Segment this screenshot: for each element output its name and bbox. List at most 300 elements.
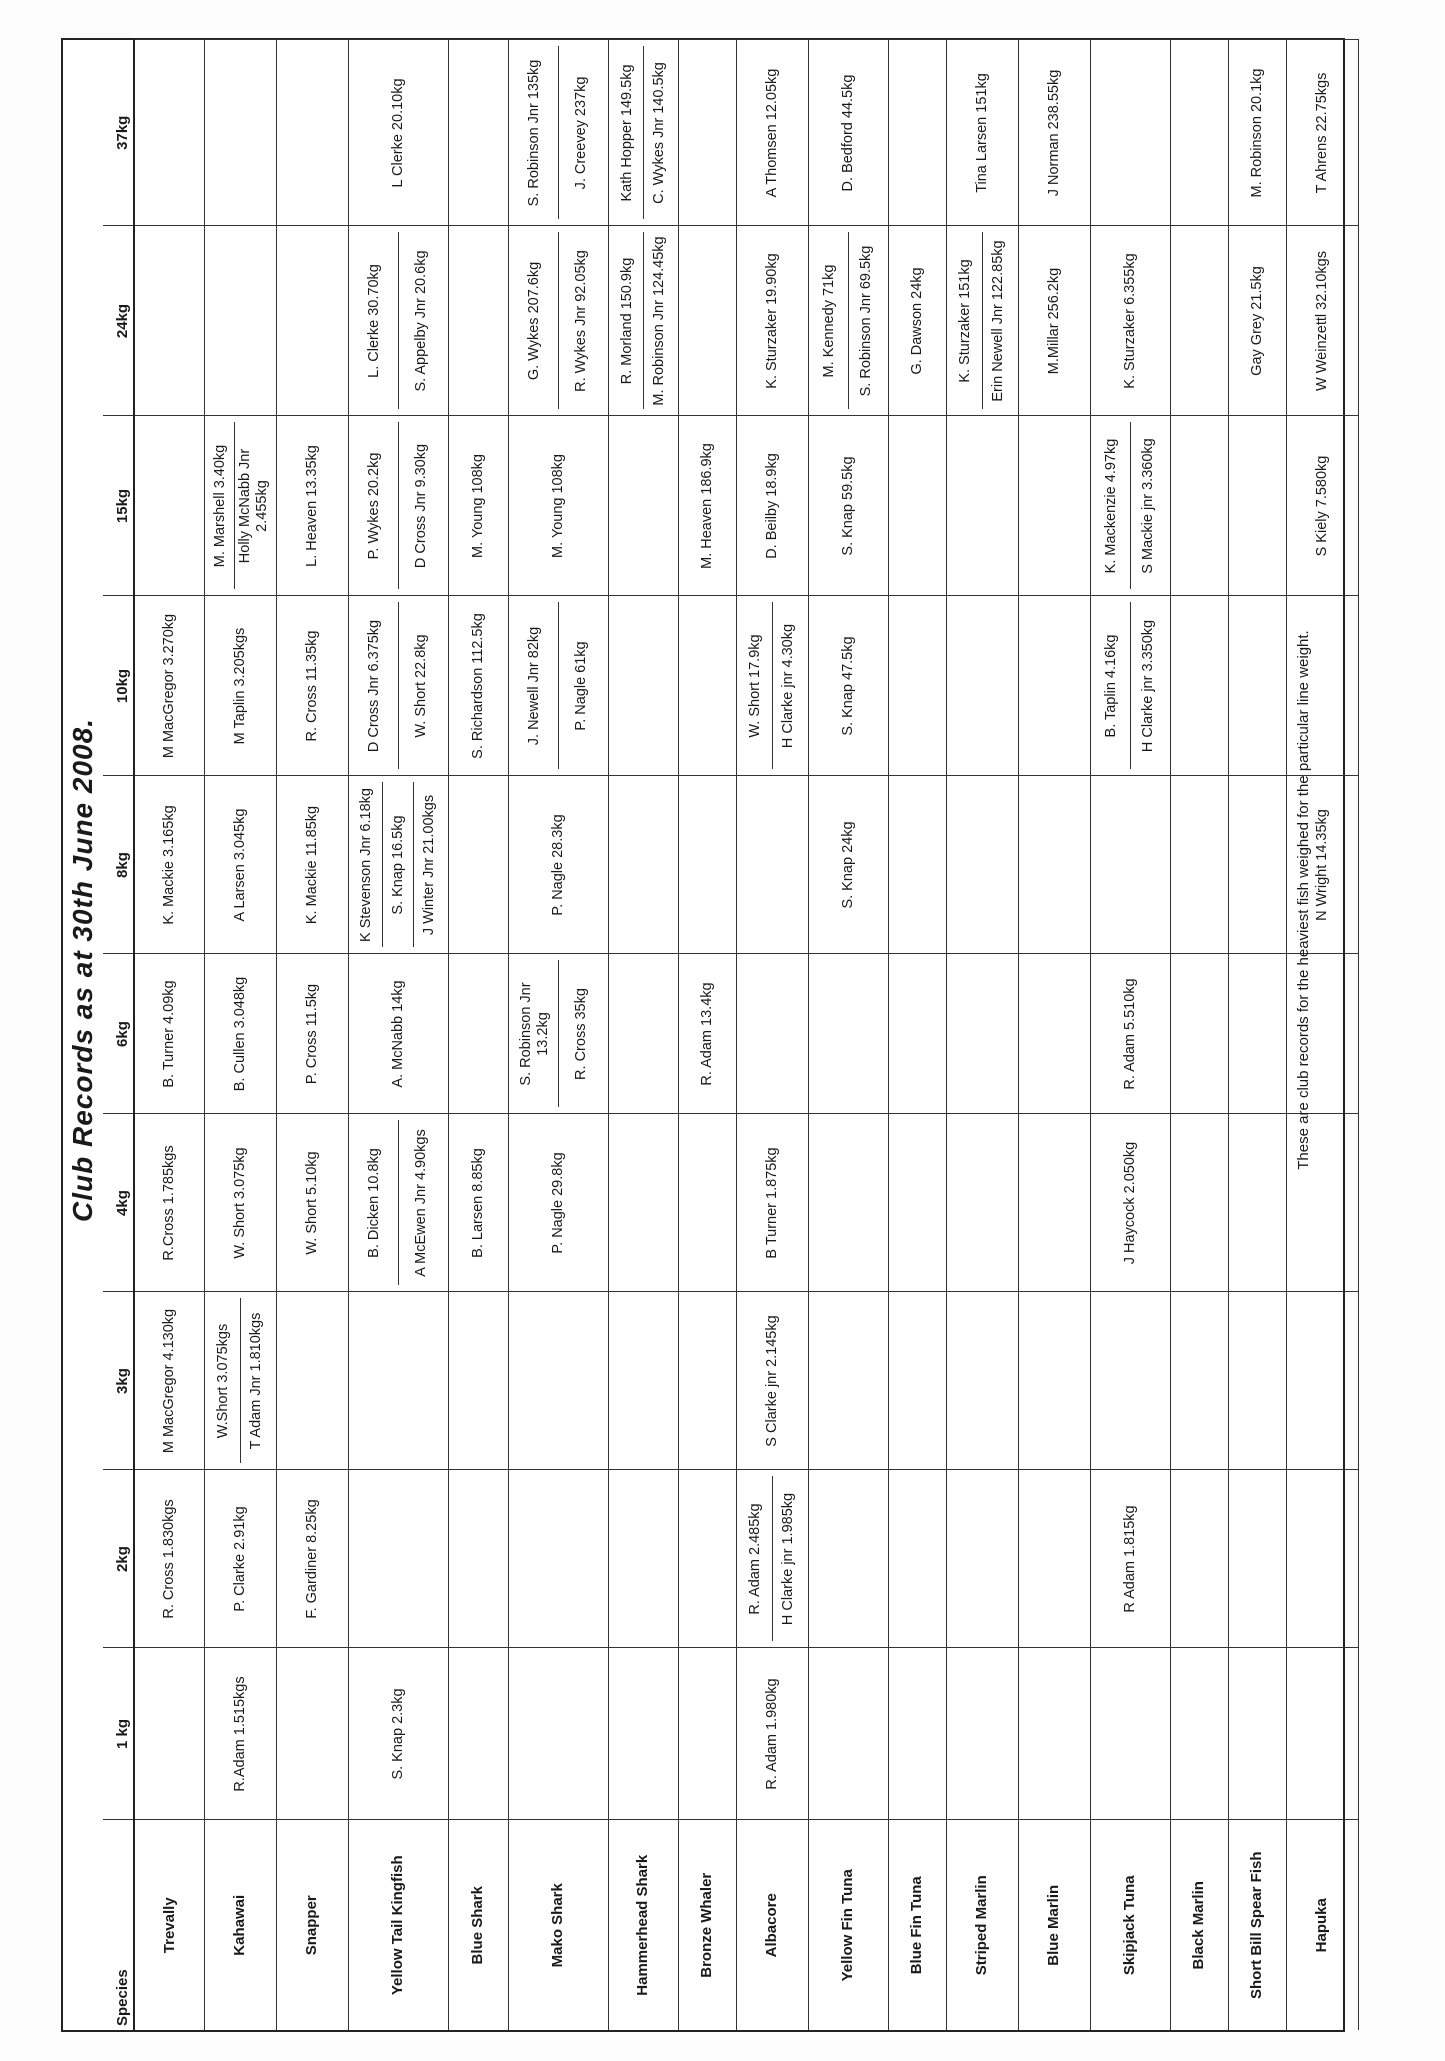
record-entry: M MacGregor 4.130kg [160,1308,177,1454]
record-entry: R Adam 1.815kg [1121,1505,1138,1613]
record-entry: P. Nagle 28.3kg [549,814,566,916]
record-entry: M. Robinson 20.1kg [1248,68,1265,198]
table-row [508,40,608,2030]
record-cell [1286,40,1358,226]
record-cell [888,416,946,596]
record-cell [946,1470,1018,1648]
table-body [134,40,1358,2030]
record-cell [946,1292,1018,1470]
record-cell [1228,1648,1286,1820]
record-entry: M Taplin 3.205kgs [231,627,248,745]
record-cell [1170,1648,1228,1820]
record-entry: B. Taplin 4.16kg [1103,634,1120,738]
record-entry: Erin Newell Jnr 122.85kg [982,233,1015,410]
record-cell [808,1470,888,1648]
record-entry: M. Marshell 3.40kg [212,444,229,568]
record-cell [448,40,508,226]
species-name: Blue Fin Tuna [888,1820,946,2030]
record-cell [888,226,946,416]
record-cell [608,776,678,954]
record-cell-stack [512,233,605,410]
record-cell [276,1114,348,1292]
record-cell [204,954,276,1114]
table-row [1090,40,1170,2030]
rotated-content [63,40,1343,2030]
record-entry: S. Robinson Jnr 13.2kg [517,982,551,1086]
table-row [134,40,204,2030]
table-row [608,40,678,2030]
record-cell [1018,776,1090,954]
record-cell-stack [512,47,605,220]
record-cell [276,776,348,954]
record-entry: A Larsen 3.045kg [231,808,248,922]
record-cell [204,1114,276,1292]
record-entry: W.Short 3.075kgs [215,1323,232,1439]
column-header-line-weight: 15kg [103,416,134,596]
record-cell [678,1648,736,1820]
table-row [736,40,808,2030]
record-cell-stack [512,961,605,1108]
record-cell [608,596,678,776]
record-entry: M. Robinson Jnr 124.45kg [643,233,675,410]
record-cell [134,1114,204,1292]
record-cell [808,40,888,226]
record-cell [1228,1470,1286,1648]
record-entry: D. Beilby 18.9kg [763,453,780,559]
record-cell [808,1114,888,1292]
record-cell [888,596,946,776]
record-cell [508,416,608,596]
record-entry: Gay Grey 21.5kg [1248,266,1265,376]
record-entry: K. Sturzaker 19.90kg [763,253,780,389]
record-cell-stack [352,603,445,770]
record-cell [348,954,448,1114]
record-entry: S Mackie jnr 3.360kg [1130,423,1167,590]
record-entry: H Clarke jnr 3.350kg [1130,603,1167,770]
record-entry: S. Appelby Jnr 20.6kg [398,233,445,410]
record-cell [276,1648,348,1820]
record-cell [1228,1114,1286,1292]
column-header-line-weight: 1 kg [103,1648,134,1820]
record-entry: R. Adam 1.980kg [763,1678,780,1790]
record-cell [348,226,448,416]
record-cell [1170,776,1228,954]
record-entry: W Weinzettl 32.10kgs [1313,251,1330,391]
record-entry: W. Short 22.8kg [398,603,445,770]
record-cell [808,1648,888,1820]
records-sheet [61,38,1345,2032]
record-cell [348,596,448,776]
table-row [678,40,736,2030]
record-cell [1018,226,1090,416]
record-cell [448,1470,508,1648]
species-name: Mako Shark [508,1820,608,2030]
record-cell [1090,954,1170,1114]
column-header-line-weight: 4kg [103,1114,134,1292]
record-entry: R. Wykes Jnr 92.05kg [558,233,605,410]
record-cell [348,1292,448,1470]
record-cell [134,1292,204,1470]
species-name: Blue Marlin [1018,1820,1090,2030]
record-entry: B. Turner 4.09kg [160,980,177,1088]
record-entry: S. Knap 24kg [839,821,856,909]
record-cell [946,776,1018,954]
record-cell [348,416,448,596]
record-cell [678,40,736,226]
record-cell [808,954,888,1114]
record-cell-stack [612,47,675,220]
record-cell [808,226,888,416]
table-row [1228,40,1286,2030]
record-entry: S. Robinson Jnr 69.5kg [848,233,885,410]
record-cell [1170,40,1228,226]
record-cell [946,1648,1018,1820]
record-entry: A Thomsen 12.05kg [763,68,780,198]
record-entry: P. Nagle 29.8kg [549,1152,566,1254]
record-cell [1170,226,1228,416]
record-cell [276,416,348,596]
record-cell [1170,416,1228,596]
record-cell [134,416,204,596]
page-title: Club Records as at 30th June 2008. [67,718,98,1222]
record-entry: P. Cross 11.5kg [303,983,320,1085]
record-cell [678,226,736,416]
record-entry: S. Knap 16.5kg [382,783,413,948]
record-entry: S Kiely 7.580kg [1313,455,1330,557]
record-entry: P. Clarke 2.91kg [231,1506,248,1612]
species-name: Bronze Whaler [678,1820,736,2030]
column-header-line-weight: 2kg [103,1470,134,1648]
table-row [808,40,888,2030]
record-entry: R. Adam 13.4kg [698,982,715,1086]
record-entry: J Haycock 2.050kg [1121,1141,1138,1265]
record-cell [276,40,348,226]
record-cell [1090,416,1170,596]
record-cell [508,40,608,226]
record-cell-stack [612,233,675,410]
record-cell [736,226,808,416]
record-cell [1090,226,1170,416]
record-entry: L. Heaven 13.35kg [303,445,320,567]
species-name: Blue Shark [448,1820,508,2030]
record-entry: R. Cross 1.830kgs [160,1499,177,1619]
record-cell [888,1292,946,1470]
record-cell [946,416,1018,596]
record-entry: K. Sturzaker 151kg [957,259,974,383]
record-entry: F. Gardiner 8.25kg [303,1499,320,1619]
record-cell [736,40,808,226]
table-row [204,40,276,2030]
record-cell [204,226,276,416]
record-entry: P. Nagle 61kg [558,603,605,770]
species-name: Snapper [276,1820,348,2030]
record-cell [1018,1114,1090,1292]
record-entry: R. Cross 35kg [558,961,605,1108]
column-header-line-weight: 8kg [103,776,134,954]
column-header-line-weight: 6kg [103,954,134,1114]
record-cell [1018,416,1090,596]
record-entry: S. Knap 2.3kg [389,1688,406,1780]
record-cell [1228,226,1286,416]
record-cell [348,776,448,954]
record-cell [1090,1114,1170,1292]
table-row [348,40,448,2030]
record-entry: R.Adam 1.515kgs [231,1676,248,1792]
record-cell [888,776,946,954]
species-name: Skipjack Tuna [1090,1820,1170,2030]
record-entry: K. Mackenzie 4.97kg [1103,438,1120,574]
record-cell [508,1648,608,1820]
record-cell-stack [950,233,1015,410]
record-cell [1090,1470,1170,1648]
record-cell [134,776,204,954]
species-name: Black Marlin [1170,1820,1228,2030]
record-cell [1170,1114,1228,1292]
record-cell [448,226,508,416]
record-entry: R. Adam 5.510kg [1121,978,1138,1090]
record-entry: P. Wykes 20.2kg [366,452,383,560]
record-cell [736,596,808,776]
record-entry: R. Adam 2.485kg [747,1503,764,1615]
species-name: Albacore [736,1820,808,2030]
record-cell [1018,1292,1090,1470]
record-entry: R. Morland 150.9kg [618,257,635,385]
record-cell [448,954,508,1114]
record-entry: M. Heaven 186.9kg [698,443,715,569]
header-row [103,40,134,2030]
record-cell [204,416,276,596]
record-cell [348,1114,448,1292]
record-cell [1018,954,1090,1114]
record-cell-stack [352,1121,445,1286]
record-cell [946,40,1018,226]
record-cell [608,1648,678,1820]
column-header-line-weight: 37kg [103,40,134,226]
record-cell [678,1292,736,1470]
record-entry: H Clarke jnr 1.985kg [772,1477,805,1642]
record-cell [1228,776,1286,954]
record-cell [736,416,808,596]
table-row [946,40,1018,2030]
record-cell [808,1292,888,1470]
record-cell-stack [352,233,445,410]
record-cell [608,1292,678,1470]
record-cell [736,954,808,1114]
record-entry: R. Cross 11.35kg [303,630,320,742]
record-cell [678,954,736,1114]
record-cell [134,596,204,776]
record-cell [888,954,946,1114]
record-cell [508,954,608,1114]
record-cell [1170,596,1228,776]
species-name: Hammerhead Shark [608,1820,678,2030]
table-row [448,40,508,2030]
record-cell [608,40,678,226]
record-entry: S. Robinson Jnr 135kg [526,59,543,207]
species-name: Yellow Fin Tuna [808,1820,888,2030]
record-cell-stack [352,783,445,948]
record-cell [888,1648,946,1820]
record-cell [1018,40,1090,226]
record-cell [1090,596,1170,776]
column-header-species: Species [103,1820,134,2030]
record-cell [736,776,808,954]
record-cell [348,1470,448,1648]
record-entry: B. Cullen 3.048kg [231,976,248,1092]
record-cell [204,776,276,954]
record-cell [608,1114,678,1292]
record-cell-stack [740,603,805,770]
record-cell [508,776,608,954]
record-entry: J. Creevey 237kg [558,47,605,220]
column-header-line-weight: 3kg [103,1292,134,1470]
record-cell [448,416,508,596]
record-cell [1090,1292,1170,1470]
record-entry: S Clarke jnr 2.145kg [763,1315,780,1447]
record-cell [204,1648,276,1820]
record-cell [1090,776,1170,954]
record-cell [204,40,276,226]
record-cell [678,1114,736,1292]
record-cell [134,954,204,1114]
record-cell [134,226,204,416]
record-cell [448,1648,508,1820]
record-cell-stack [512,603,605,770]
record-entry: J. Newell Jnr 82kg [526,626,543,746]
record-entry: G. Dawson 24kg [908,267,925,375]
record-entry: T Adam Jnr 1.810kgs [240,1299,273,1464]
record-entry: L Clerke 20.10kg [389,78,406,188]
record-entry: W. Short 17.9kg [747,634,764,738]
record-cell [508,596,608,776]
record-cell-stack [1094,423,1167,590]
record-entry: M.Millar 256.2kg [1045,267,1062,375]
record-cell [1228,40,1286,226]
record-cell-stack [1094,603,1167,770]
record-cell [1090,1648,1170,1820]
species-name: Striped Marlin [946,1820,1018,2030]
record-entry: K. Mackie 11.85kg [303,805,320,925]
record-cell [1170,954,1228,1114]
record-cell [1228,596,1286,776]
record-entry: S. Knap 59.5kg [839,456,856,556]
record-cell [608,954,678,1114]
record-cell [1286,1470,1358,1648]
record-cell [1286,1648,1358,1820]
record-entry: K. Mackie 3.165kg [160,805,177,925]
record-cell [888,40,946,226]
record-entry: D Cross Jnr 6.375kg [366,619,383,753]
record-cell [736,1648,808,1820]
record-cell [736,1114,808,1292]
record-entry: N Wright 14.35kg [1313,809,1330,921]
record-entry: S. Knap 47.5kg [839,636,856,736]
record-cell-stack [208,423,273,590]
record-cell [678,1470,736,1648]
record-entry: L. Clerke 30.70kg [366,264,383,378]
record-cell [1018,596,1090,776]
record-cell [448,1114,508,1292]
record-entry: B. Dicken 10.8kg [366,1148,383,1258]
table-row [1170,40,1228,2030]
record-entry: H Clarke jnr 4.30kg [772,603,805,770]
record-cell [736,1470,808,1648]
record-cell [508,226,608,416]
record-cell-stack [740,1477,805,1642]
record-cell [134,1648,204,1820]
species-name: Short Bill Spear Fish [1228,1820,1286,2030]
species-name: Yellow Tail Kingfish [348,1820,448,2030]
record-cell [276,1470,348,1648]
record-entry: T Ahrens 22.75kgs [1313,72,1330,194]
record-cell [508,1470,608,1648]
record-entry: M. Young 108kg [549,454,566,559]
record-cell-stack [208,1299,273,1464]
record-cell [808,416,888,596]
record-cell [736,1292,808,1470]
record-cell [808,776,888,954]
record-cell [204,1292,276,1470]
record-cell-stack [352,423,445,590]
record-cell [1228,416,1286,596]
record-entry: M. Kennedy 71kg [821,264,838,378]
record-entry: D. Bedford 44.5kg [839,74,856,192]
record-cell [678,596,736,776]
table-row [888,40,946,2030]
record-cell [508,1292,608,1470]
record-cell [946,954,1018,1114]
column-header-line-weight: 24kg [103,226,134,416]
species-name: Hapuka [1286,1820,1358,2030]
club-records-table [103,40,1359,2031]
record-cell [204,596,276,776]
record-entry: R.Cross 1.785kgs [160,1145,177,1261]
record-cell [946,1114,1018,1292]
footnote: These are club records for the heaviest fish weighed for the particular line weight. [1295,630,1312,1170]
record-cell [276,226,348,416]
record-cell [678,776,736,954]
record-cell [448,1292,508,1470]
record-cell [1018,1470,1090,1648]
record-cell [1286,226,1358,416]
record-entry: D Cross Jnr 9.30kg [398,423,445,590]
record-cell [276,954,348,1114]
record-cell [608,1470,678,1648]
record-cell [888,1114,946,1292]
record-cell [608,416,678,596]
record-entry: Holly McNabb Jnr 2.455kg [234,423,272,590]
record-cell [448,776,508,954]
table-row [276,40,348,2030]
record-cell [946,226,1018,416]
record-cell [1228,1292,1286,1470]
record-entry: B. Larsen 8.85kg [469,1148,486,1258]
record-cell [808,596,888,776]
table-row [1018,40,1090,2030]
species-name: Trevally [134,1820,204,2030]
record-cell [1090,40,1170,226]
record-entry: Kath Hopper 149.5kg [618,64,635,202]
record-entry: J Winter Jnr 21.00kgs [413,783,444,948]
record-cell [508,1114,608,1292]
record-entry: S. Richardson 112.5kg [469,613,486,759]
record-cell [1170,1292,1228,1470]
record-cell-stack [812,233,885,410]
column-header-line-weight: 10kg [103,596,134,776]
record-entry: M. Young 108kg [469,454,486,559]
record-cell [946,596,1018,776]
record-cell [1228,954,1286,1114]
